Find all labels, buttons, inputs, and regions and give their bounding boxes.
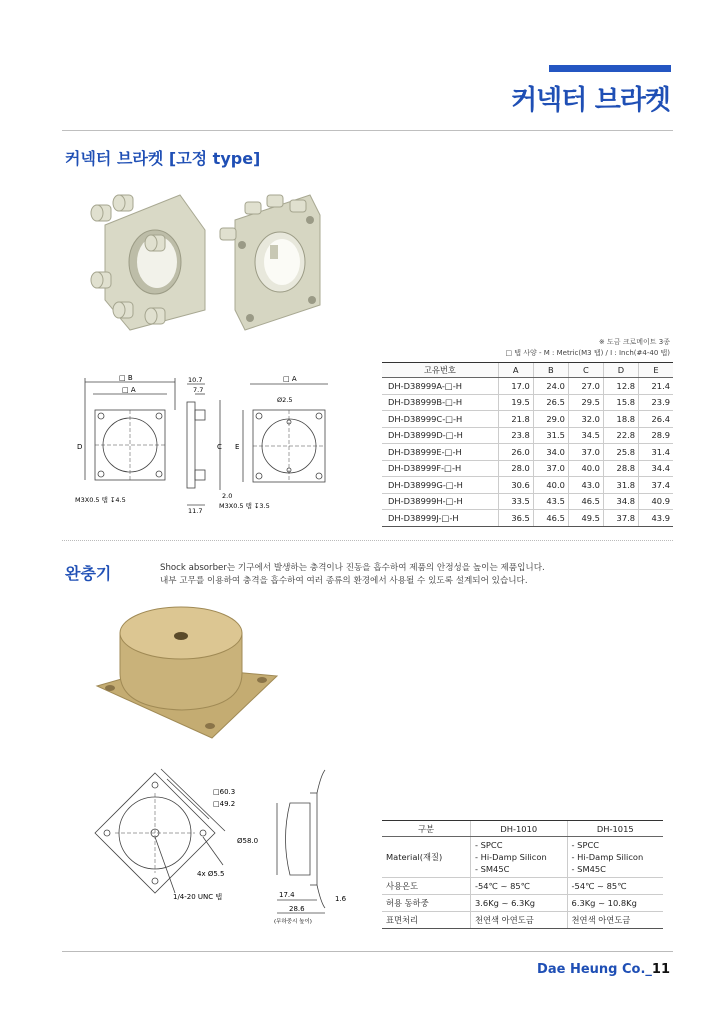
table-cell: 허용 동하중 [382,895,471,912]
table-cell: DH-D38999H-□-H [382,493,498,510]
table-cell: 28.9 [639,427,673,444]
table-cell: -54℃ ~ 85℃ [471,878,568,895]
table-cell: 23.8 [498,427,533,444]
tap-right-label: M3X0.5 탭 ↧3.5 [219,502,270,510]
page-number: 11 [651,962,670,977]
table-cell: 34.4 [639,460,673,477]
table-cell: 19.5 [498,394,533,411]
table-cell: 34.0 [533,444,568,461]
holes-label: 4x Ø5.5 [197,870,225,878]
table-header-cell: C [568,363,603,378]
table-cell: 49.5 [568,510,603,527]
tap-left-label: M3X0.5 탭 ↧4.5 [75,496,126,504]
table-cell: 표면처리 [382,912,471,929]
table-cell: 17.0 [498,378,533,395]
table-cell: 28.8 [603,460,638,477]
table-cell: 21.8 [498,411,533,428]
dim-492-label: □49.2 [213,800,236,808]
bracket-rear-view [220,195,320,330]
table-cell: 37.4 [639,477,673,494]
table-cell [567,837,663,878]
table-header-cell: B [533,363,568,378]
company-name: Dae Heung Co._ [537,962,652,977]
table-cell: 27.0 [568,378,603,395]
table-cell: 28.0 [498,460,533,477]
dim-603-label: □60.3 [213,788,236,796]
shock-absorber-technical-drawing [85,765,370,935]
table-cell: 25.8 [603,444,638,461]
unc-tap-label: 1/4-20 UNC 탭 [173,893,223,901]
table-header-cell: E [639,363,673,378]
table-row [382,510,673,527]
table-cell: 43.9 [639,510,673,527]
shock-absorber-3d-image [92,598,292,743]
table-cell: 46.5 [568,493,603,510]
table-cell: 37.8 [603,510,638,527]
section-divider [62,540,673,541]
footer-divider [62,951,673,952]
table-cell: 23.9 [639,394,673,411]
table-cell: 24.0 [533,378,568,395]
plating-note: ※ 도금 크로메이트 3종 [598,338,670,346]
section-title-shock-absorber: 완충기 [65,564,112,583]
dim-117-label: 11.7 [188,507,203,515]
table-cell: 6.3Kg ~ 10.8Kg [567,895,663,912]
table-cell: 29.5 [568,394,603,411]
table-cell: 34.8 [603,493,638,510]
table-cell: 31.8 [603,477,638,494]
table-row [382,460,673,477]
table-cell: 43.0 [568,477,603,494]
material-line: - SPCC [571,840,600,850]
shock-absorber-spec-table [382,820,663,929]
table-cell: 26.0 [498,444,533,461]
table-header-cell: 고유번호 [382,363,498,378]
dim-d-label: D [77,443,83,451]
table-cell: 40.0 [533,477,568,494]
page-title: 커넥터 브라켓 [511,85,670,116]
table-row [382,895,663,912]
table-row [382,411,673,428]
table-cell: 사용온도 [382,878,471,895]
table-cell: 26.4 [639,411,673,428]
section-title-connector-bracket: 커넥터 브라켓 [고정 type] [65,149,261,168]
dim-107-label: 10.7 [188,376,203,384]
table-cell: 18.8 [603,411,638,428]
table-cell: 31.5 [533,427,568,444]
table-cell: 43.5 [533,493,568,510]
bracket-3d-image [85,190,345,335]
table-row [382,477,673,494]
table-cell: 34.5 [568,427,603,444]
table-cell: 46.5 [533,510,568,527]
table-cell: DH-D38999G-□-H [382,477,498,494]
table-header-row [382,821,663,837]
table-header-row [382,363,673,378]
table-cell: 37.0 [568,444,603,461]
table-header-cell: D [603,363,638,378]
dim-286-label: 28.6 [289,905,305,913]
table-row [382,427,673,444]
dim-20-label: 2.0 [222,492,233,500]
tap-spec-note: □ 탭 사양 - M : Metric(M3 탭) / I : Inch(#4-40 탭) [505,349,670,357]
description-line: Shock absorber는 기구에서 발생하는 충격이나 진동을 흡수하여 제품의 안정성을 높이는 제품입니다. [160,563,545,573]
table-cell: 40.0 [568,460,603,477]
table-row [382,493,673,510]
table-cell: 천연색 아연도금 [567,912,663,929]
table-cell: 12.8 [603,378,638,395]
dim-286-note: (무하중시 높이) [274,919,312,925]
material-line: - SM45C [571,864,606,874]
table-cell: DH-D38999D-□-H [382,427,498,444]
bracket-technical-drawing [75,370,335,520]
table-cell: -54℃ ~ 85℃ [567,878,663,895]
material-line: - SPCC [475,840,503,850]
shock-absorber-description [160,562,580,588]
dim-c-label: C [217,443,222,451]
dim-16-label: 1.6 [335,895,347,903]
table-cell: 26.5 [533,394,568,411]
table-header-cell: A [498,363,533,378]
table-cell: 21.4 [639,378,673,395]
table-header-cell: DH-1010 [471,821,568,837]
header-divider [62,130,673,131]
table-cell: 40.9 [639,493,673,510]
table-cell: 15.8 [603,394,638,411]
table-cell: 3.6Kg ~ 6.3Kg [471,895,568,912]
header-accent-bar [549,65,671,72]
dim-phi25-label: Ø2.5 [277,396,293,404]
table-cell: DH-D38999F-□-H [382,460,498,477]
table-cell: Material(재질) [382,837,471,878]
table-cell: 29.0 [533,411,568,428]
description-line: 내부 고무를 이용하여 충격을 흡수하여 여러 종류의 환경에서 사용될 수 있도록 설계되어 있습니다. [160,576,528,586]
table-cell: DH-D38999E-□-H [382,444,498,461]
material-line: - Hi-Damp Silicon [571,852,644,862]
dim-174-label: 17.4 [279,891,295,899]
table-cell: DH-D38999A-□-H [382,378,498,395]
dim-a2-label: □ A [283,375,297,383]
table-cell [471,837,568,878]
table-cell: 30.6 [498,477,533,494]
footer [537,962,670,977]
dim-77-label: 7.7 [193,386,204,394]
material-line: - SM45C [475,864,510,874]
table-cell: 천연색 아연도금 [471,912,568,929]
table-cell: 33.5 [498,493,533,510]
dim-b-label: □ B [119,374,133,382]
table-row [382,878,663,895]
table-cell: DH-D38999B-□-H [382,394,498,411]
table-cell: 32.0 [568,411,603,428]
bracket-front-view [91,195,205,330]
dim-phi58-label: Ø58.0 [237,837,259,845]
dim-a-label: □ A [122,386,136,394]
material-line: - Hi-Damp Silicon [475,852,547,862]
table-row [382,837,663,878]
table-header-cell: 구분 [382,821,471,837]
table-cell: DH-D38999J-□-H [382,510,498,527]
table-row [382,378,673,395]
table-header-cell: DH-1015 [567,821,663,837]
table-row [382,912,663,929]
bracket-dimension-table [382,362,673,527]
table-cell: 37.0 [533,460,568,477]
table-cell: DH-D38999C-□-H [382,411,498,428]
table-cell: 22.8 [603,427,638,444]
table-cell: 36.5 [498,510,533,527]
table-row [382,444,673,461]
table-row [382,394,673,411]
dim-e-label: E [235,443,240,451]
table-cell: 31.4 [639,444,673,461]
